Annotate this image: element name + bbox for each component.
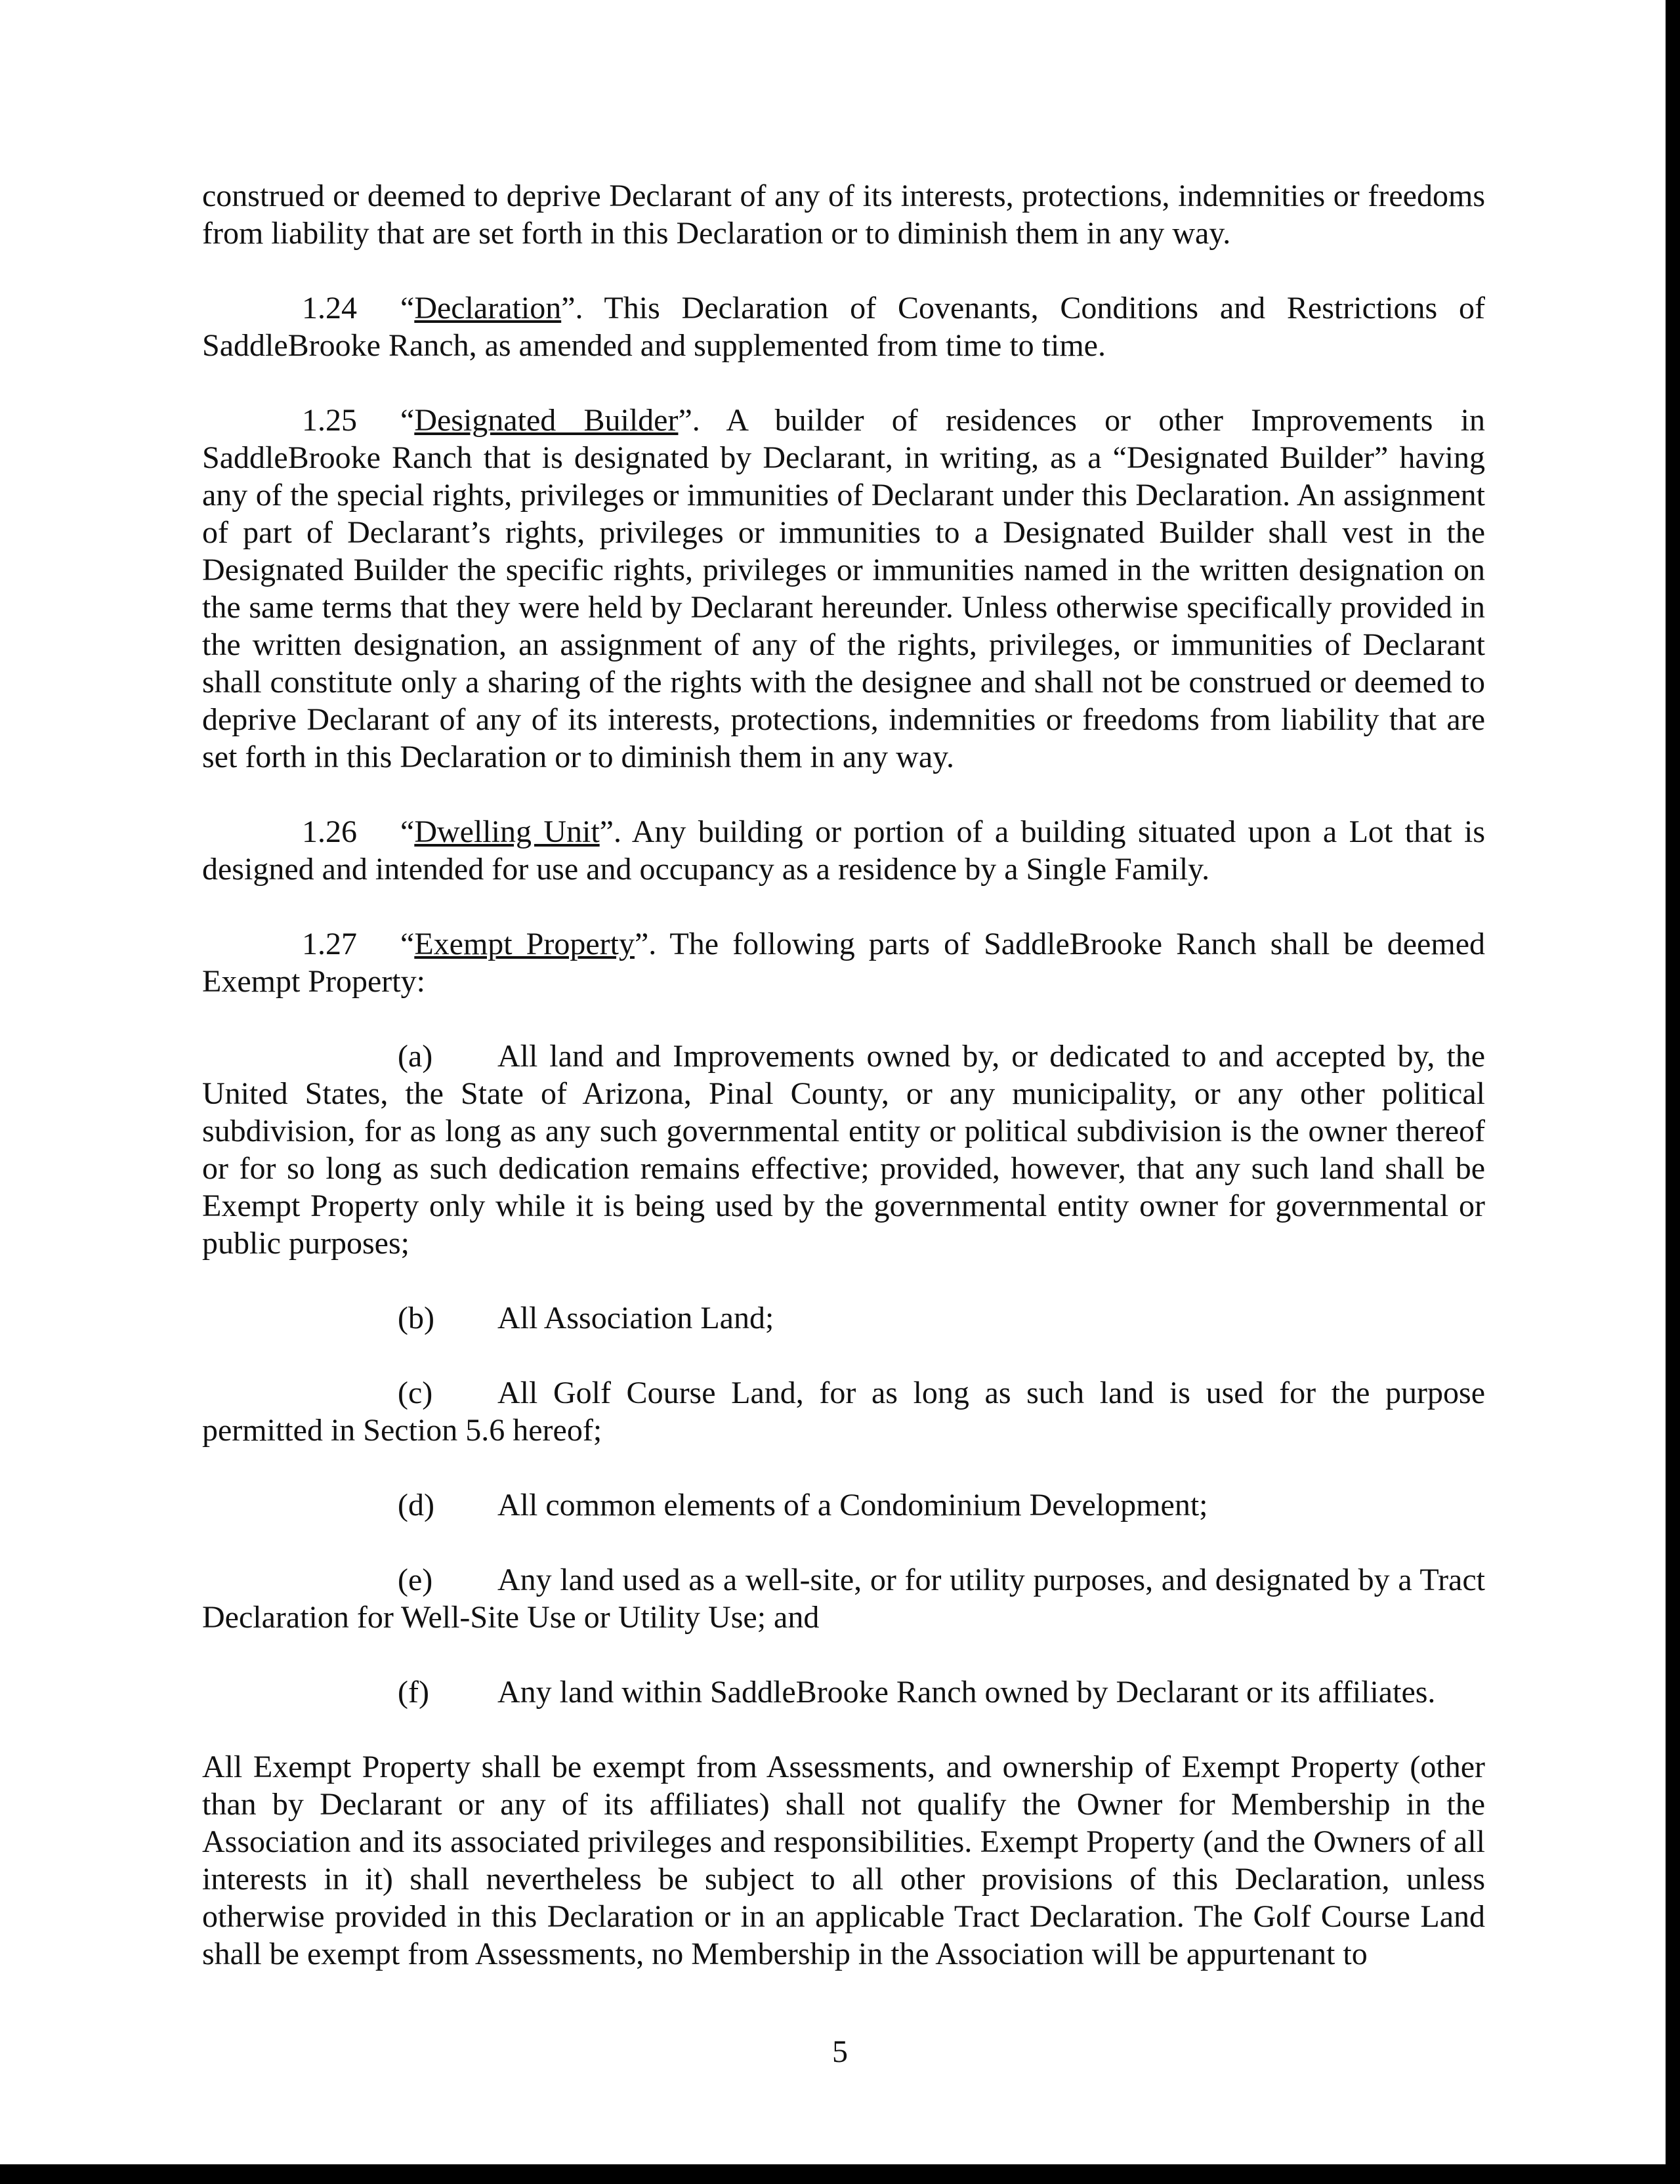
defined-term: Dwelling Unit — [414, 814, 600, 849]
definition-1-24 — [202, 289, 1485, 364]
definition-1-27 — [202, 925, 1485, 1000]
item-label: (b) — [398, 1301, 434, 1335]
item-text: All Association Land; — [497, 1301, 774, 1335]
exempt-item-b — [202, 1299, 1485, 1337]
item-label: (d) — [398, 1488, 434, 1522]
exempt-item-f — [202, 1673, 1485, 1711]
scan-edge-bottom — [0, 2164, 1680, 2184]
definition-text: A builder of residences or other Improvements in SaddleBrooke Ranch that is designated by Declarant, in writing, as a “Designated Builder” having any of the special rights, privileges or immunities of Declarant under this Declaration. An assignment of part of Declarant’s rights, privileges or immunities to a Designated Builder shall vest in the Designated Builder the specific rights, privileges or immunities named in the written designation on the same terms that they were held by Declarant hereunder. Unless otherwise specifically provided in the written designation, an assignment of any of the rights, privileges, or immunities of Declarant shall constitute only a sharing of the rights with the designee and shall not be construed or deemed to deprive Declarant of any of its interests, protections, indemnities or freedoms from liability that are set forth in this Declaration or to diminish them in any way. — [202, 403, 1486, 774]
open-quote: “ — [400, 291, 415, 326]
exempt-item-e — [202, 1561, 1485, 1636]
page-number: 5 — [832, 2034, 848, 2069]
scan-edge-right — [1666, 0, 1680, 2184]
section-number: 1.24 — [302, 291, 357, 326]
close-quote: ”. — [634, 927, 657, 961]
item-text: All land and Improvements owned by, or dedicated to and accepted by, the United States, the State of Arizona, Pinal County, or any municipality, or any other political subdivision, for as long as any such governmental entity or political subdivision is the owner thereof or for so long as such dedication remains effective; provided, however, that any such land shall be Exempt Property only while it is being used by the governmental entity owner for governmental or public purposes; — [202, 1039, 1485, 1261]
definition-1-26 — [202, 813, 1485, 888]
closing-paragraph: All Exempt Property shall be exempt from Assessments, and ownership of Exempt Property (other than by Declarant or any of its affiliates) shall not qualify the Owner for Membership in the Association and its associated privileges and responsibilities. Exempt Property (and the Owners of all interests in it) shall nevertheless be subject to all other provisions of this Declaration, unless otherwise provided in this Declaration or in an applicable Tract Declaration. The Golf Course Land shall be exempt from Assessments, no Membership in the Association will be appurtenant to — [202, 1750, 1485, 1971]
definition-1-25 — [202, 402, 1485, 776]
close-quote: ”. — [561, 291, 583, 326]
defined-term: Exempt Property — [414, 927, 635, 961]
item-text: All common elements of a Condominium Development; — [497, 1488, 1208, 1522]
close-quote: ”. — [678, 403, 700, 438]
open-quote: “ — [400, 403, 415, 438]
open-quote: “ — [400, 814, 415, 849]
item-text: Any land within SaddleBrooke Ranch owned by Declarant or its affiliates. — [497, 1675, 1436, 1710]
exempt-item-d — [202, 1486, 1485, 1524]
close-quote: ”. — [599, 814, 621, 849]
definition-text: This Declaration of Covenants, Conditions and Restrictions of SaddleBrooke Ranch, as amended and supplemented from time to time. — [202, 291, 1485, 363]
section-number: 1.25 — [302, 403, 357, 438]
exempt-item-a — [202, 1038, 1485, 1262]
defined-term: Designated Builder — [414, 403, 679, 438]
item-text: All Golf Course Land, for as long as such land is used for the purpose permitted in Section 5.6 hereof; — [202, 1376, 1485, 1448]
item-label: (e) — [398, 1563, 433, 1597]
section-number: 1.26 — [302, 814, 357, 849]
definition-text: The following parts of SaddleBrooke Ranch shall be deemed Exempt Property: — [202, 927, 1486, 999]
exempt-item-c — [202, 1374, 1485, 1449]
open-quote: “ — [400, 927, 415, 961]
opening-paragraph: construed or deemed to deprive Declarant of any of its interests, protections, indemnities or freedoms from liability that are set forth in this Declaration or to diminish them in any way. — [202, 178, 1485, 251]
item-label: (c) — [398, 1376, 433, 1410]
defined-term: Declaration — [414, 291, 562, 326]
document-page — [202, 177, 1485, 1973]
definition-text: Any building or portion of a building situated upon a Lot that is designed and intended for use and occupancy as a residence by a Single Family. — [202, 814, 1485, 887]
item-text: Any land used as a well-site, or for utility purposes, and designated by a Tract Declaration for Well-Site Use or Utility Use; and — [202, 1563, 1485, 1635]
item-label: (a) — [398, 1039, 433, 1074]
section-number: 1.27 — [302, 927, 357, 961]
item-label: (f) — [398, 1675, 429, 1710]
